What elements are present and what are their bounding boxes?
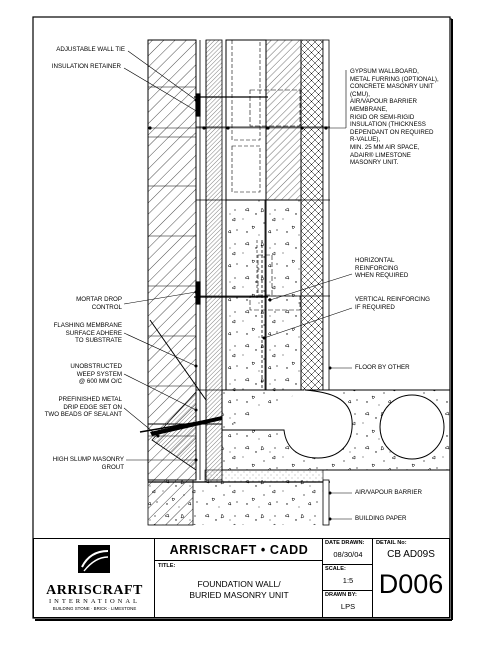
gypsum-wallboard [323,40,329,390]
rigid-insulation [266,40,301,200]
detail-code: CB AD09S [387,549,435,560]
logo-name: ARRISCRAFT [46,583,143,598]
drawn-label: DRAWN BY: [325,592,357,598]
title-line2: BURIED MASONRY UNIT [189,590,289,600]
scale-cell [323,565,373,591]
drawn-cell [323,591,373,617]
label-insulation-retainer: INSULATION RETAINER [51,63,121,70]
detail-cell [373,539,449,617]
logo-tagline: BUILDING STONE · BRICK · LIMESTONE [52,606,137,611]
date-cell [323,539,373,565]
logo-sub: INTERNATIONAL [49,598,140,605]
label-unobstructed-weep: UNOBSTRUCTED WEEP SYSTEM @ 600 MM O/C [70,363,122,386]
label-flashing-membrane: FLASHING MEMBRANE SURFACE ADHERE TO SUBSTRATE [53,322,122,345]
label-air-vapour-barrier: AIR/VAPOUR BARRIER [355,489,422,496]
label-wall-assembly: GYPSUM WALLBOARD, METAL FURRING (OPTIONAL), CONCRETE MASONRY UNIT (CMU), AIR/VAPOUR BARRIER MEMBRANE, RIGID OR SEMI-RIGID INSULATION (THICKNESS DEPENDANT ON REQUIRED R-VALUE), MIN. 25 MM AIR SPACE, ADAIR® LIMESTONE MASONRY UNIT. [350,68,439,167]
scale-value: 1:5 [342,576,354,585]
label-floor-by-other: FLOOR BY OTHER [355,364,410,371]
label-prefinished-drip: PREFINISHED METAL DRIP EDGE SET ON TWO BEADS OF SEALANT [44,396,122,419]
date-value: 08/30/04 [333,550,363,559]
label-adjustable-wall-tie: ADJUSTABLE WALL TIE [56,46,125,53]
label-horizontal-reinforcing: HORIZONTAL REINFORCING WHEN REQUIRED [355,257,409,280]
company-banner: ARRISCRAFT • CADD [169,543,309,557]
title-label: TITLE: [158,563,176,569]
air-space [206,40,222,480]
title-block [33,538,450,618]
logo-cell [34,539,155,617]
scale-label: SCALE: [325,566,346,572]
title-cell [155,561,323,617]
arriscraft-logo-icon [74,543,114,577]
detail-label: DETAIL No: [376,540,407,546]
label-mortar-drop-control: MORTAR DROP CONTROL [76,296,122,311]
date-label: DATE DRAWN: [325,540,365,546]
drawn-value: LPS [340,602,356,611]
detail-number: D006 [378,569,444,599]
void-form [380,395,444,459]
title-line1: FOUNDATION WALL/ [197,579,281,589]
company-banner-cell [155,539,323,561]
label-building-paper: BUILDING PAPER [355,515,407,522]
label-vertical-reinforcing: VERTICAL REINFORCING IF REQUIRED [355,296,430,311]
label-high-slump-grout: HIGH SLUMP MASONRY GROUT [52,456,124,471]
